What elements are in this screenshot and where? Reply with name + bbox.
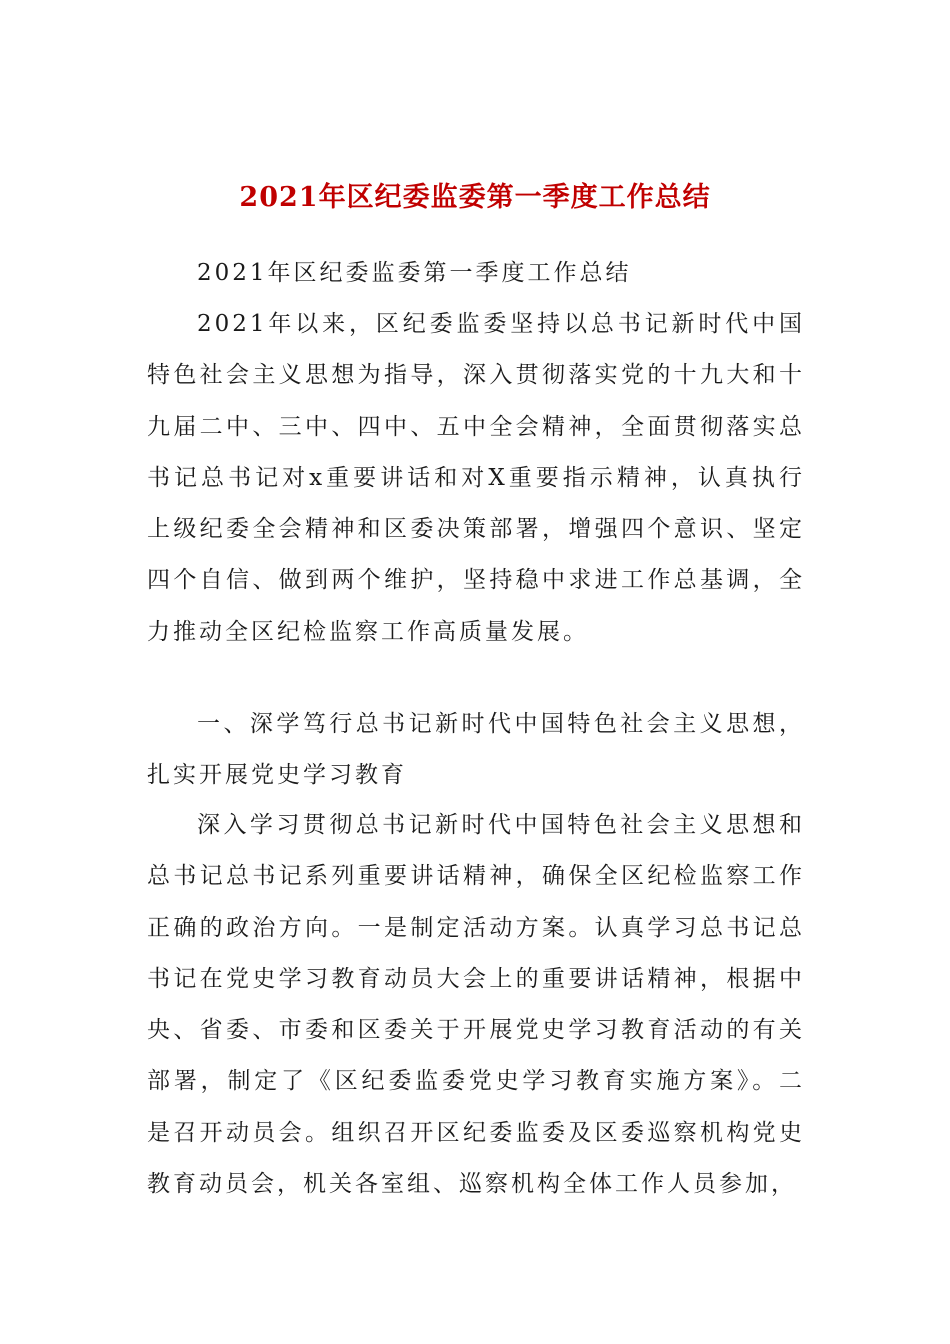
document-subtitle: 2021年区纪委监委第一季度工作总结: [197, 260, 632, 286]
section-1-paragraph: 深入学习贯彻总书记新时代中国特色社会主义思想和总书记总书记系列重要讲话精神，确保全区纪检监察工作正确的政治方向。一是制定活动方案。认真学习总书记总书记在党史学习教育动员大会上的重要讲话精神，根据中央、省委、市委和区委关于开展党史学习教育活动的有关部署，制定了《区纪委监委党史学习教育实施方案》。二是召开动员会。组织召开区纪委监委及区委巡察机构党史教育动员会，机关各室组、巡察机构全体工作人员参加，: [147, 812, 805, 1198]
section-1-heading: 一、深学笃行总书记新时代中国特色社会主义思想，扎实开展党史学习教育: [147, 711, 805, 789]
document-title: 2021年区纪委监委第一季度工作总结: [239, 182, 711, 213]
intro-paragraph: 2021年以来，区纪委监委坚持以总书记新时代中国特色社会主义思想为指导，深入贯彻落实党的十九大和十九届二中、三中、四中、五中全会精神，全面贯彻落实总书记总书记对x重要讲话和对X重要指示精神，认真执行上级纪委全会精神和区委决策部署，增强四个意识、坚定四个自信、做到两个维护，坚持稳中求进工作总基调，全力推动全区纪检监察工作高质量发展。: [147, 311, 805, 645]
